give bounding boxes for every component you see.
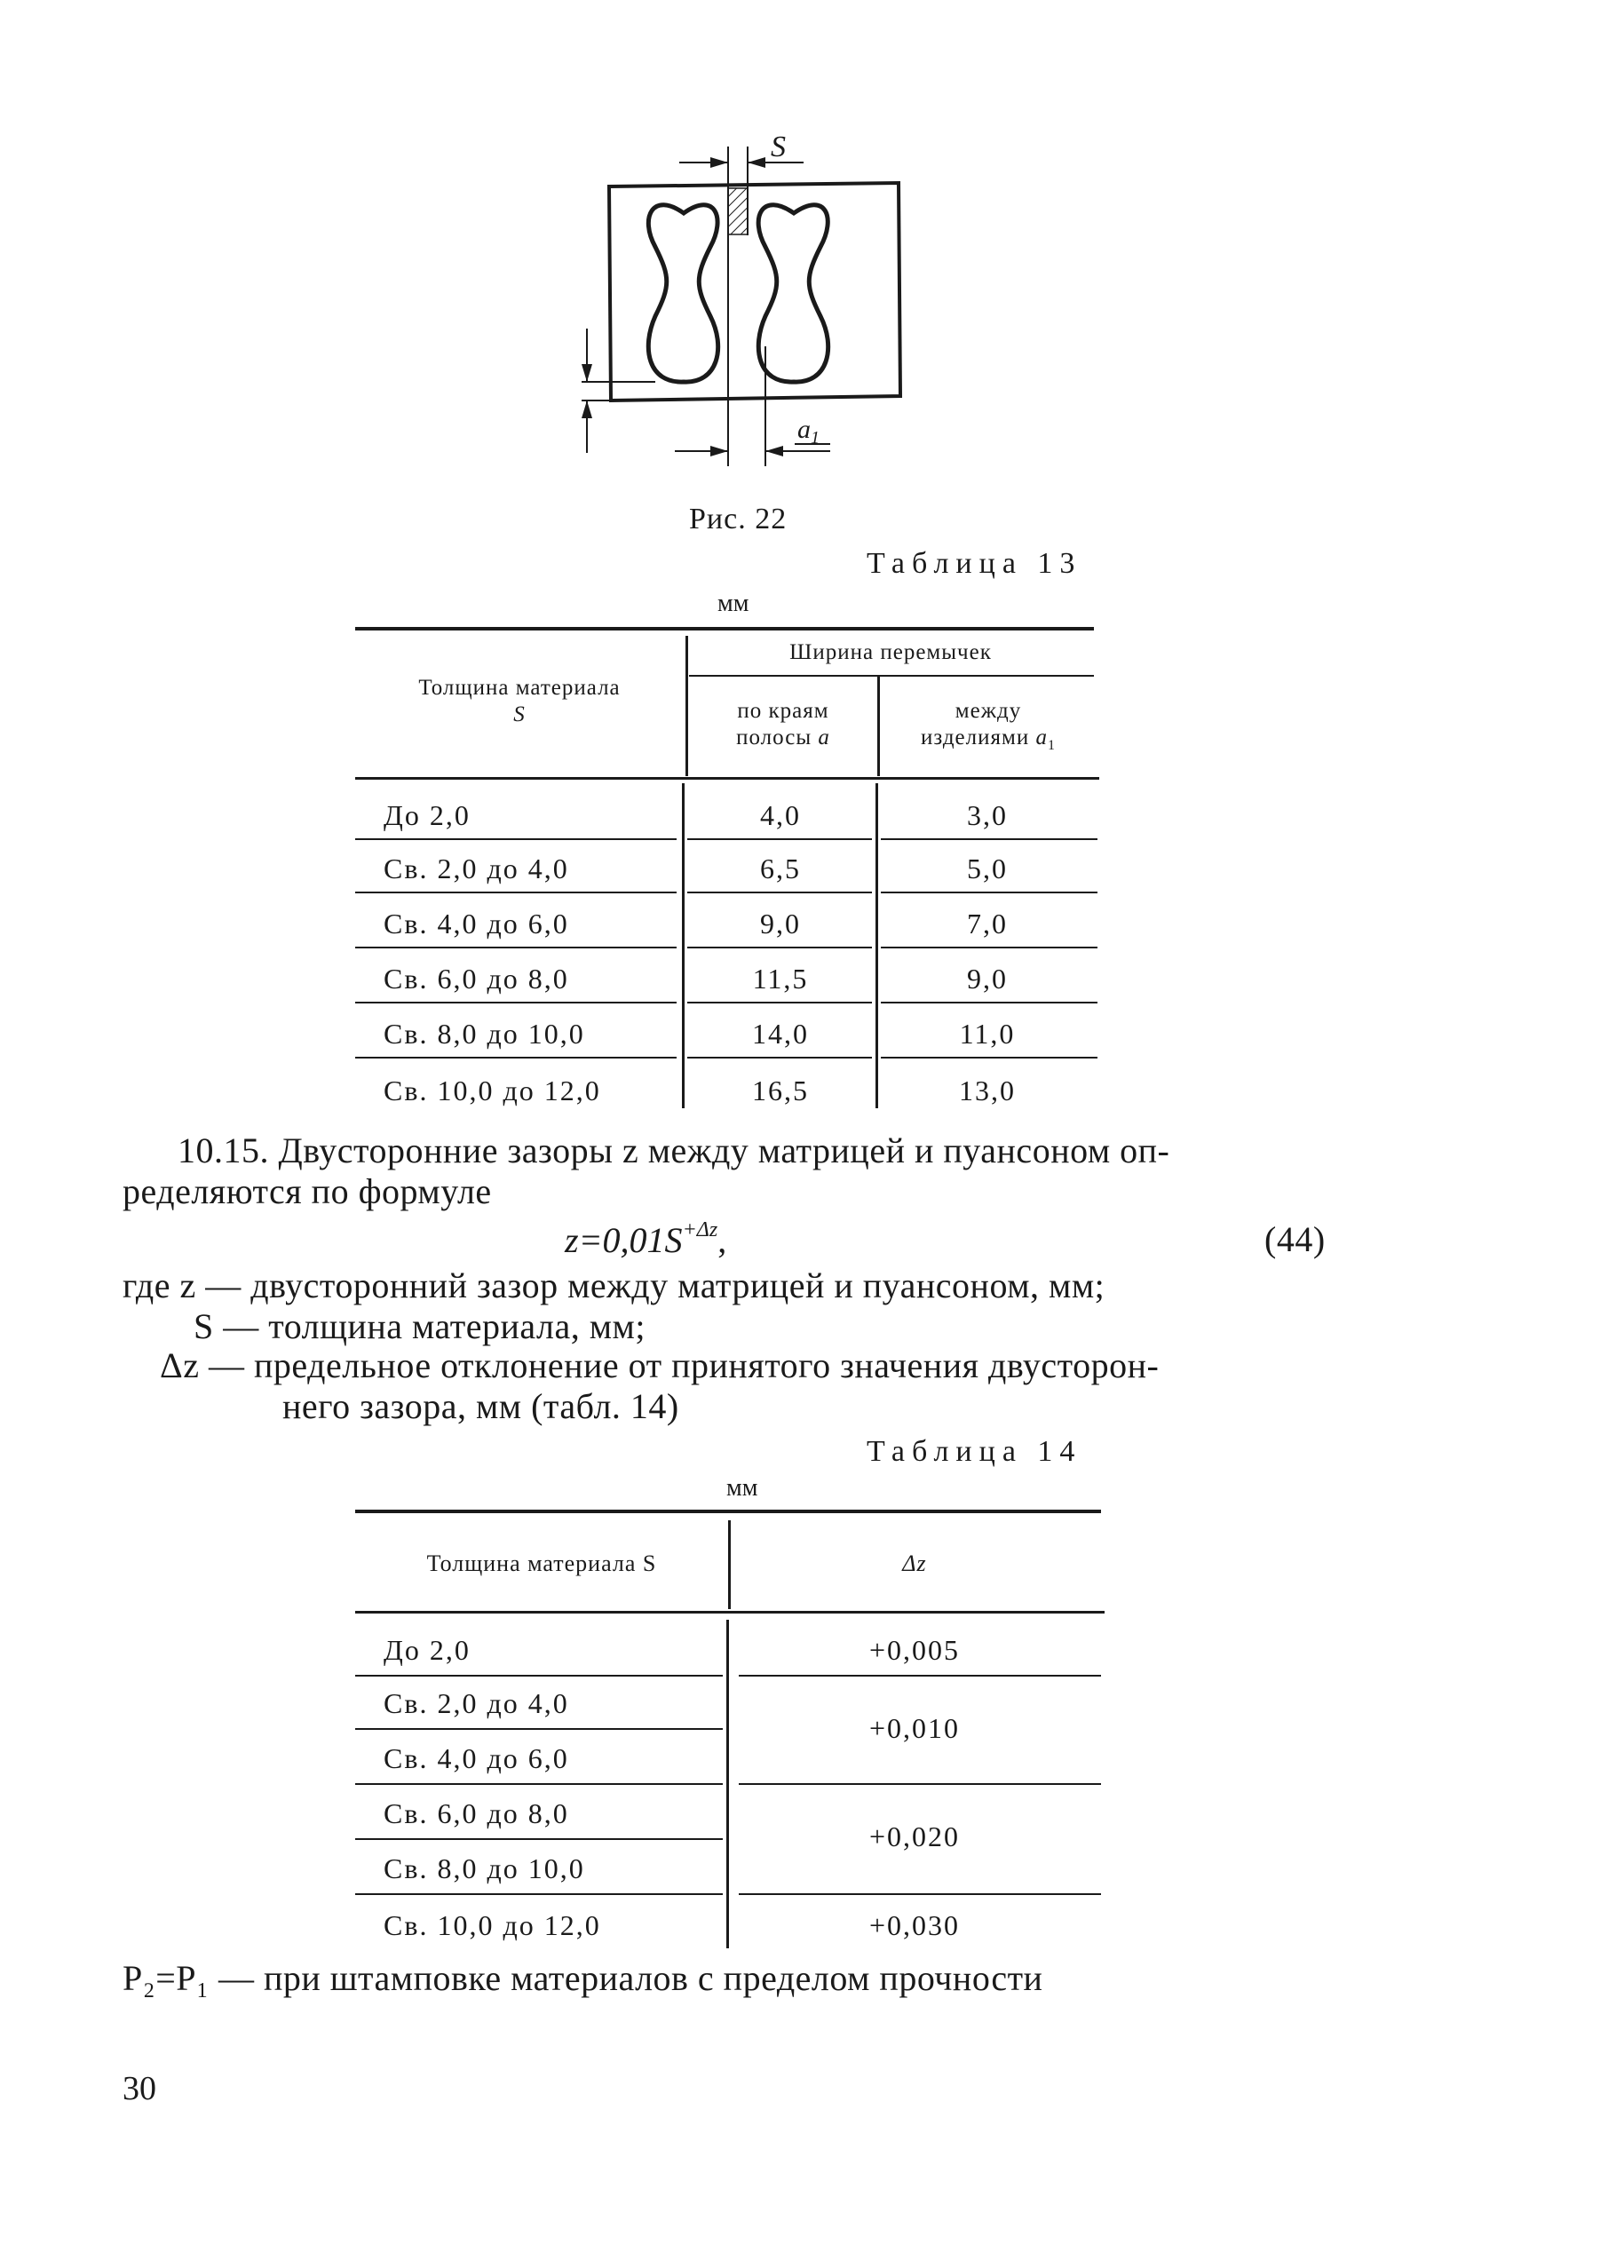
- t13-header-thickness: Толщина материала S: [418, 676, 621, 726]
- t14-row4-thickness: Св. 6,0 до 8,0: [384, 1797, 569, 1829]
- where-line-1: где z — двусторонний зазор между матрицей и пуансоном, мм;: [123, 1265, 1105, 1305]
- footer-text-line: P₂=P₁ — при штамповке материалов с пределом прочности: [123, 1958, 1043, 1998]
- t13-row5-thickness: Св. 8,0 до 10,0: [384, 1018, 585, 1050]
- t14-row3-thickness: Св. 4,0 до 6,0: [384, 1742, 569, 1774]
- table14-unit: мм: [726, 1474, 758, 1502]
- t13-row4-edge: 11,5: [752, 963, 809, 995]
- t13-row4-between: 9,0: [967, 963, 1008, 995]
- table13-title: Таблица 13: [867, 547, 1082, 580]
- t13-row4-thickness: Св. 6,0 до 8,0: [384, 963, 569, 995]
- t13-row6-between: 13,0: [959, 1075, 1016, 1106]
- t13-header-edge: по краям полосы a: [736, 699, 830, 749]
- t14-row2-thickness: Св. 2,0 до 4,0: [384, 1687, 569, 1719]
- table14-title: Таблица 14: [867, 1435, 1082, 1468]
- figure-22: [0, 0, 1624, 502]
- where-line-4: него зазора, мм (табл. 14): [282, 1386, 679, 1426]
- t14-row5-thickness: Св. 8,0 до 10,0: [384, 1852, 585, 1884]
- bridge-hatch: [728, 188, 748, 234]
- where-line-3: Δz — предельное отклонение от принятого значения двусторон-: [160, 1345, 1160, 1385]
- label-a1: $a_1$: [797, 415, 820, 448]
- label-s: S: [771, 131, 786, 163]
- t13-header-between: между изделиями $a_1$: [921, 699, 1056, 753]
- formula-44: $z=0,01S^{+\Delta z}$,: [565, 1218, 727, 1260]
- left-part-contour: [648, 205, 717, 382]
- t13-row6-edge: 16,5: [752, 1075, 809, 1106]
- t14-dz-1: +0,005: [868, 1634, 961, 1666]
- t13-row3-edge: 9,0: [760, 908, 801, 940]
- t13-row5-between: 11,0: [959, 1018, 1016, 1050]
- t13-row1-thickness: До 2,0: [384, 799, 471, 831]
- t13-row3-thickness: Св. 4,0 до 6,0: [384, 908, 569, 940]
- t14-dz-3: +0,020: [868, 1820, 961, 1852]
- t13-row2-thickness: Св. 2,0 до 4,0: [384, 852, 569, 884]
- page-number: 30: [123, 2070, 156, 2107]
- t14-row6-thickness: Св. 10,0 до 12,0: [384, 1909, 601, 1941]
- t13-header-group: Ширина перемычек: [789, 640, 992, 664]
- strip-drawing: [0, 0, 1624, 497]
- t14-dz-4: +0,030: [868, 1909, 961, 1941]
- para-line-2: ределяются по формуле: [123, 1171, 492, 1211]
- t13-row5-edge: 14,0: [752, 1018, 809, 1050]
- t13-row2-edge: 6,5: [760, 852, 801, 884]
- t13-row1-between: 3,0: [967, 799, 1008, 831]
- table13-unit: мм: [717, 590, 749, 617]
- t13-row6-thickness: Св. 10,0 до 12,0: [384, 1075, 601, 1106]
- t13-row2-between: 5,0: [967, 852, 1008, 884]
- t14-header-thickness: Толщина материала S: [426, 1550, 657, 1576]
- figure-caption: Рис. 22: [689, 503, 788, 535]
- t13-row3-between: 7,0: [967, 908, 1008, 940]
- t14-row1-thickness: До 2,0: [384, 1634, 471, 1666]
- t13-row1-edge: 4,0: [760, 799, 801, 831]
- t14-dz-2: +0,010: [868, 1712, 961, 1744]
- para-line-1: 10.15. Двусторонние зазоры z между матрицей и пуансоном оп-: [178, 1130, 1170, 1170]
- t14-header-dz: Δz: [902, 1550, 927, 1576]
- right-part-contour: [758, 205, 828, 382]
- where-line-2: S — толщина материала, мм;: [194, 1306, 646, 1346]
- formula-number: (44): [1264, 1219, 1326, 1259]
